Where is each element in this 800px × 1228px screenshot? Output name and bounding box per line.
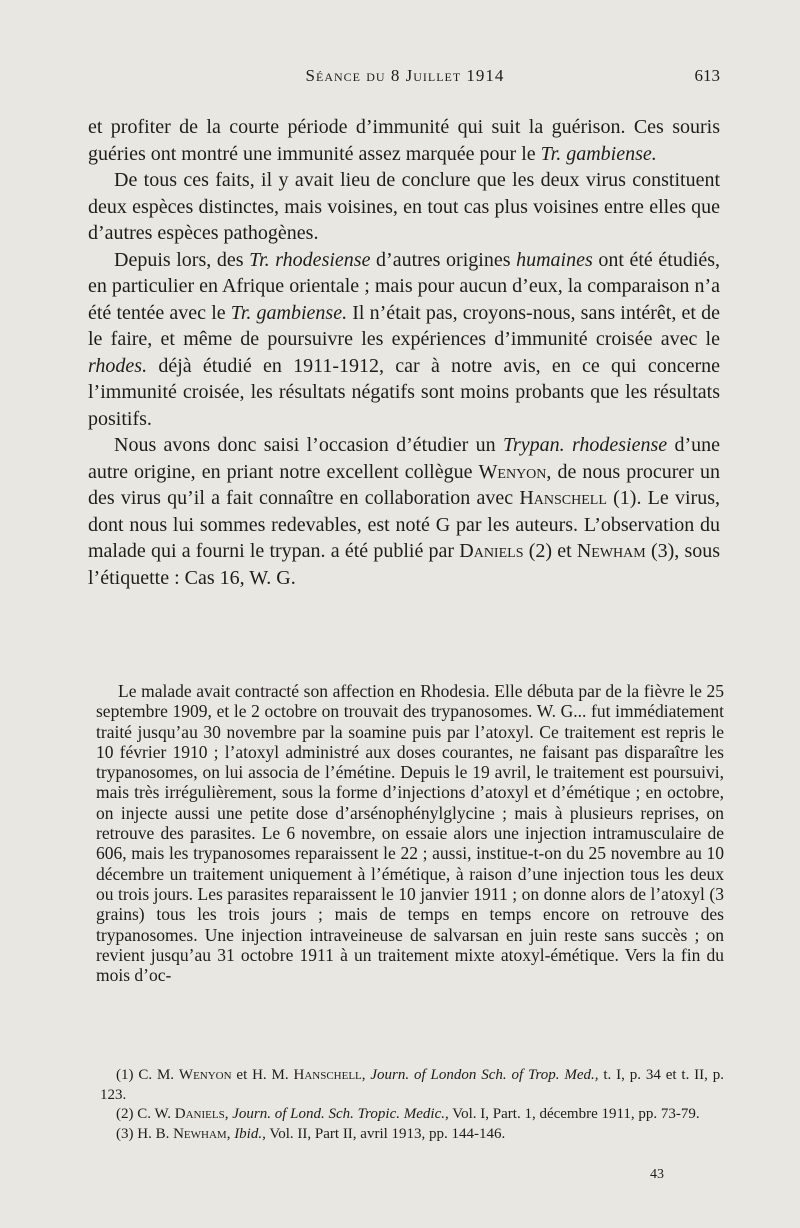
footnote-1: (1) C. M. Wenyon et H. M. Hanschell, Journ. of London Sch. of Trop. Med., t. I, p. 34 et t. II, p. 123. — [100, 1067, 725, 1103]
footnotes — [100, 1066, 724, 1144]
signature-mark: 43 — [650, 1167, 664, 1182]
paragraph-1: et profiter de la courte période d’immunité qui suit la guérison. Ces souris guéries ont montré une immunité assez marquée pour le Tr. gambiense. — [88, 116, 720, 165]
author-name: Daniels — [459, 540, 524, 562]
paragraph-2: De tous ces faits, il y avait lieu de conclure que les deux virus constituent deux espèces distinctes, mais voisines, en tout cas plus voisines entre elles que d’autres espèces pathogènes. — [88, 169, 720, 244]
author-name: Newham — [576, 540, 646, 562]
running-title: Séance du 8 Juillet 1914 — [305, 66, 505, 85]
page-number: 613 — [694, 66, 720, 85]
paragraph-4: Nous avons donc saisi l’occasion d’étudier un Trypan. rhodesiense d’une autre origine, en priant notre excellent collègue Wenyon, de nous procurer un des virus qu’il a fait connaître en collaboration avec Hanschell (1). Le virus, dont nous lui sommes redevables, est noté G par les auteurs. L’observation du malade qui a fourni le trypan. a été publié par Daniels (2) et Newham (3), sous l’étiquette : Cas 16, W. G. — [88, 434, 721, 589]
footnote-2: (2) C. W. Daniels, Journ. of Lond. Sch. Tropic. Medic., Vol. I, Part. 1, décembre 1911, pp. 73-79. — [116, 1106, 700, 1122]
body-text — [88, 114, 720, 591]
footnote-3: (3) H. B. Newham, Ibid., Vol. II, Part II, avril 1913, pp. 144-146. — [116, 1125, 506, 1142]
author-name: Hanschell — [519, 487, 607, 509]
case-report-quote: Le malade avait contracté son affection en Rhodesia. Elle débuta par de la fièvre le 25 septembre 1909, et le 2 octobre on trouvait des trypanosomes. W. G... fut immédiatement traité jusqu’au 30 novembre par la soamine puis par l’atoxyl. Ce traitement est repris le 10 février 1910 ; l’atoxyl administré aux doses courantes, ne faisant pas disparaître les trypanosomes, on lui associa de l’émétine. Depuis le 19 avril, le traitement est poursuivi, mais très irrégulièrement, sous la forme d’injections d’atoxyl et d’émétique ; en octobre, on injecte aussi une petite dose d’arsénophénylglycine ; mais à plusieurs reprises, on retrouve des parasites. Le 6 novembre, on essaie alors une injection intramusculaire de 606, mais les trypanosomes reparaissent le 22 ; aussi, institue-t-on du 25 novembre au 10 décembre un traitement uniquement à l’émétique, à raison d’une injection tous les deux ou trois jours. Les parasites reparaissent le 10 janvier 1911 ; on donne alors de l’atoxyl (3 grains) tous les trois jours ; mais de temps en temps encore on retrouve des trypanosomes. Une injection intraveineuse de salvarsan en juin reste sans succès ; on revient jusqu’au 31 octobre 1911 à un traitement mixte atoxyl-émétique. Vers la fin du mois d’oc- — [96, 681, 724, 986]
paragraph-3: Depuis lors, des Tr. rhodesiense d’autres origines humaines ont été étudiés, en particulier en Afrique orientale ; mais pour aucun d’eux, la comparaison n’a été tentée avec le Tr. gambiense. Il n’était pas, croyons-nous, sans intérêt, et de le faire, et même de poursuivre les expériences d’immunité croisée avec le rhodes. déjà étudié en 1911-1912, car à notre avis, en ce qui concerne l’immunité croisée, les résultats négatifs sont moins probants que les résultats positifs. — [88, 248, 721, 430]
author-name: Wenyon — [478, 460, 547, 483]
